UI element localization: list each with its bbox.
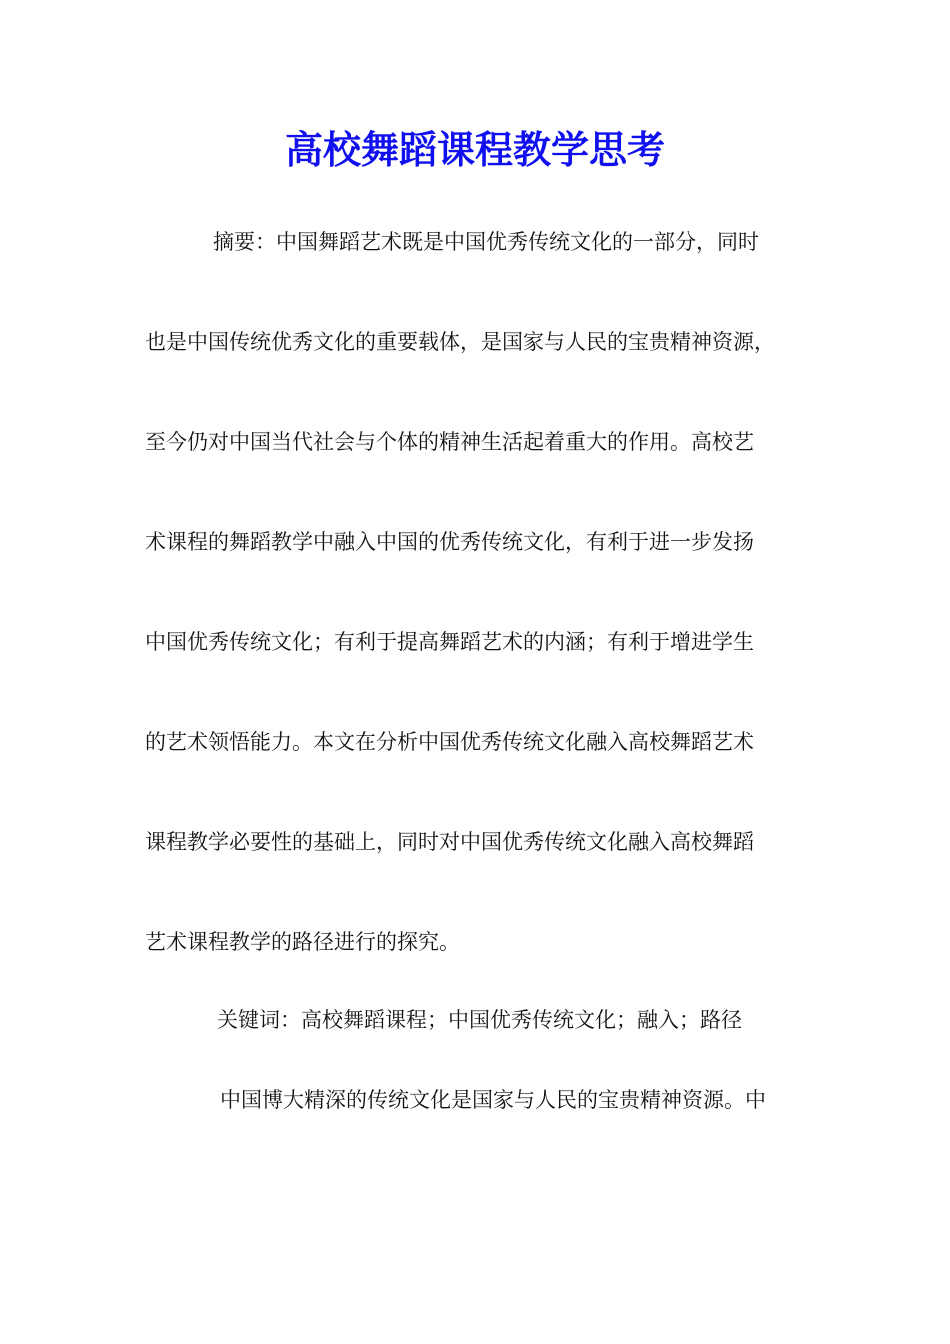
abstract-line: 至今仍对中国当代社会与个体的精神生活起着重大的作用。高校艺 — [145, 430, 754, 454]
body-paragraph-line: 中国博大精深的传统文化是国家与人民的宝贵精神资源。中 — [220, 1088, 766, 1112]
abstract-line: 课程教学必要性的基础上，同时对中国优秀传统文化融入高校舞蹈 — [145, 830, 754, 854]
keywords: 关键词：高校舞蹈课程；中国优秀传统文化；融入；路径 — [217, 1008, 742, 1032]
abstract-line: 中国优秀传统文化；有利于提高舞蹈艺术的内涵；有利于增进学生 — [145, 630, 754, 654]
abstract-line: 术课程的舞蹈教学中融入中国的优秀传统文化，有利于进一步发扬 — [145, 530, 754, 554]
document-title: 高校舞蹈课程教学思考 — [284, 127, 665, 172]
abstract-line: 也是中国传统优秀文化的重要载体，是国家与人民的宝贵精神资源， — [145, 330, 775, 354]
abstract-line: 的艺术领悟能力。本文在分析中国优秀传统文化融入高校舞蹈艺术 — [145, 730, 754, 754]
abstract-line: 摘要：中国舞蹈艺术既是中国优秀传统文化的一部分，同时 — [213, 230, 759, 254]
abstract-line: 艺术课程教学的路径进行的探究。 — [145, 930, 460, 954]
